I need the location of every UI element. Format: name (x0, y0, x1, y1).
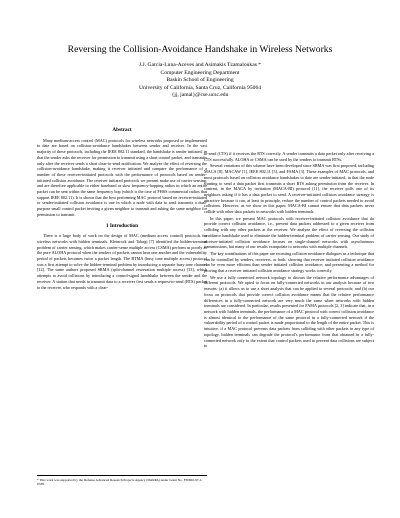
author-names: J.J. Garcia-Luna-Aceves and Asimakis Tzamaloukas * (138, 62, 262, 68)
right-paragraph-2: Several variations of this scheme have been developed since SRMA was first proposed, including MACA [8], MACAW [1], IEEE 802.11 [5], and FAMA [3]. These examples of MAC protocols, and most protocols based on collision avoidance handshakes to date are sender-initiated, in that the node wanting to send a data packet first transmits a short RTS asking permission from the receiver. In contrast, in the MACA by invitation (MACA-BI) protocol [11], the receiver polls one of its neighbors asking if it has a data packet to send. A receiver-initiated collision avoidance strategy is attractive because it can, at least in principle, reduce the number of control packets needed to avoid collisions. However, as we show in this paper, MACA-BI cannot ensure that data packets never collide with other data packets in networks with hidden terminals. (204, 163, 374, 215)
intro-text: There is a large body of work on the design of MAC (medium access control) protocols for wireless networks with hidden terminals. Kleinrock and Tobagi [7] identified the hidden-terminal problem of carrier sensing, which makes carrier-sense multiple access (CSMA) perform as poorly as the pure ALOHA protocol when the senders of packets cannot hear one another and the vulnerability period of packets becomes twice a packet length. The BTMA (busy tone multiple access) protocol was a first attempt to solve the hidden-terminal problem by introducing a separate busy tone channel [12]. The same authors proposed SRMA (split-channel reservation multiple access) [13], which attempts to avoid collisions by introducing a control-signal handshake between the sender and the receiver. A station that needs to transmit data to a receiver first sends a request-to-send (RTS) packet to the receiver, who responds with a clear- (37, 233, 207, 290)
author-department: Computer Engineering Department (160, 69, 240, 76)
footnote: * This work was supported by the Defense Advanced Research Projects Agency (DARPA) under Grant No. F30602-97-2-0338. (37, 475, 207, 486)
author-school: Baskin School of Engineering (166, 77, 234, 84)
abstract-text: Many medium-access control (MAC) protocols for wireless networks proposed or implemented to date are based on collision-avoidance handshakes between sender and receiver. In the vast majority of these protocols, including the IEEE 802.11 standard, the handshake is sender initiated, in that the sender asks the receiver for permission to transmit using a short control packet, and transmits only after the receiver sends a short clear-to-send notification. We analyze the effect of reversing the collision-avoidance handshake, making it receiver initiated and compare the performance of a number of these receiver-initiated protocols with the performance of protocols based on sender-initiated collision avoidance. The receiver initiated protocols we present make use of carrier sensing, and are therefore applicable to either baseband or slow frequency-hopping radios in which an entire packet can be sent within the same frequency hop (which is the case of FHSS commercial radios that support IEEE 802.11). It is shown that the best performing MAC protocol based on receiver-initiated or sender-initiated collision avoidance is one in which a node with data to send transmits a dual-purpose small control packet inviting a given neighbor to transmit and asking the same neighbor for permission to transmit. (37, 137, 207, 217)
author-email: {jj, jamal}@cse.ucsc.edu (171, 92, 229, 99)
author-block (0, 62, 400, 100)
intro-heading: 1 Introduction (105, 222, 139, 229)
right-paragraph-1: to-send (CTS) if it receives the RTS correctly. A sender transmits a data packet only after receiving a CTS successfully. ALOHA or CSMA can be used by the senders to transmit RTSs. (204, 151, 374, 162)
right-paragraph-3: In this paper, we present MAC protocols with receiver-initiated collision avoidance that do provide correct collision avoidance, i.e., prevent data packets addressed to a given receiver from colliding with any other packets at the receiver. We analyze the effect of reversing the collision avoidance handshake used to eliminate the hidden-terminal problem of carrier sensing. Our study of receiver-initiated collision avoidance focuses on single-channel networks with asynchronous transmissions, but many of our results extrapolate to networks with multiple channels. (204, 215, 374, 250)
right-paragraph-5: We use a fully connected network topology to discuss the relative performance advantages of different protocols. We opted to focus on fully-connected networks in our analysis because of two reasons: (a) it allows us to use a short analysis that can be applied to several protocols; and (b) our focus on protocols that provide correct collision avoidance means that the relative performance differences in a fully-connected network are very much the same when networks with hidden terminals are considered. In particular, results presented for FAMA protocols [2, 3] indicate that, in a network with hidden terminals, the performance of a MAC protocol with correct collision avoidance is almost identical to the performance of the same protocol in a fully-connected network if the vulnerability period of a control packet is made proportional to the length of the entire packet. This is intuitive, if a MAC protocol prevents data packets from colliding with other packets in any type of topology, hidden terminals can degrade the protocol's performance from that obtained in a fully-connected network only to the extent that control packets used to prevent data collisions are subject to (204, 274, 374, 349)
author-university: University of California, Santa Cruz, California 95064 (138, 84, 262, 91)
abstract-heading: Abstract (112, 127, 132, 133)
left-column (37, 128, 207, 290)
right-column (204, 151, 374, 349)
right-paragraph-4: The key contributions of this paper are recasting collision avoidance dialogues as a technique that can be controlled by senders, receivers, or both; showing that receiver initiated collision avoidance can be even more efficient than sender initiated collision avoidance; and presenting a method for proving that a receiver initiated collision avoidance strategy works correctly. (204, 250, 374, 274)
paper-title: Reversing the Collision-Avoidance Handshake in Wireless Networks (67, 44, 333, 55)
